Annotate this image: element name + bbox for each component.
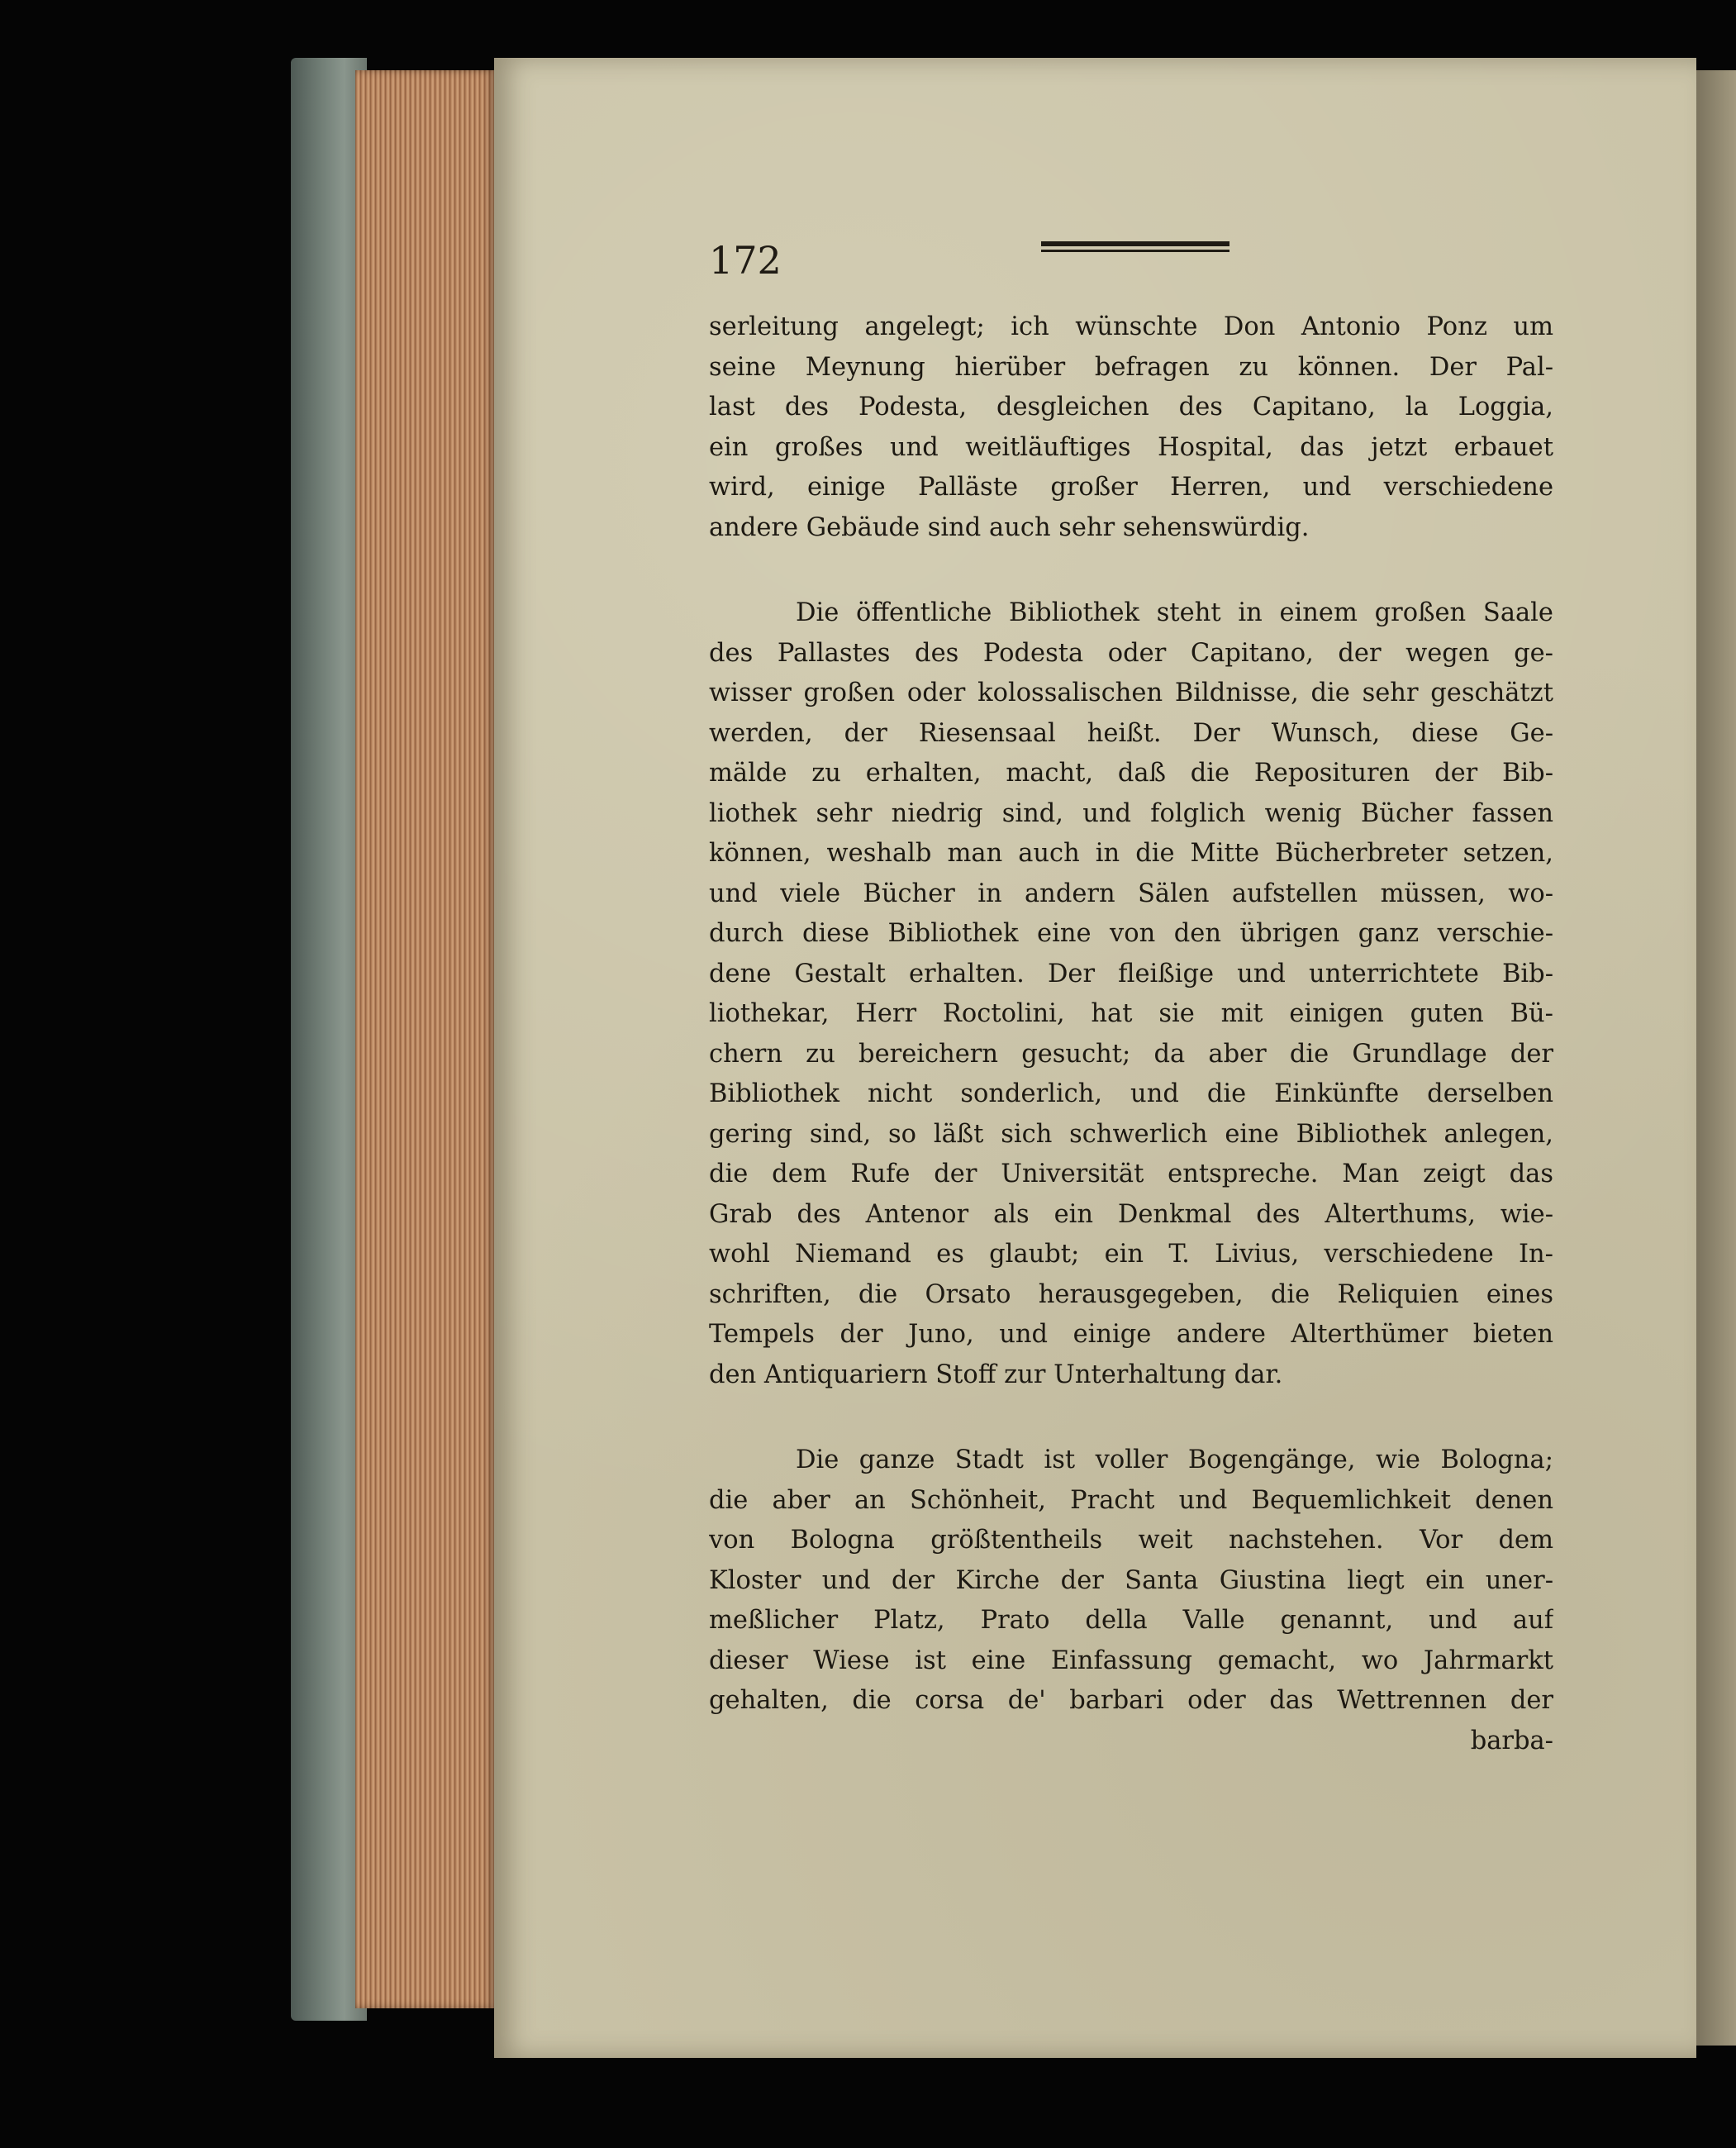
text-line: meßlicher Platz, Prato della Valle genannt, und auf <box>709 1606 1553 1635</box>
text-line: Grab des Antenor als ein Denkmal des Alterthums, wie- <box>709 1199 1553 1229</box>
text-line: Tempels der Juno, und einige andere Alterthümer bieten <box>709 1320 1553 1349</box>
text-line: Die ganze Stadt ist voller Bogengänge, wie Bologna; <box>796 1445 1553 1474</box>
text-line: Kloster und der Kirche der Santa Giustina liegt ein uner- <box>709 1565 1553 1595</box>
text-line: durch diese Bibliothek eine von den übrigen ganz verschie- <box>709 919 1553 948</box>
text-line: last des Podesta, desgleichen des Capitano, la Loggia, <box>709 393 1553 422</box>
text-line: den Antiquariern Stoff zur Unterhaltung dar. <box>709 1360 1283 1389</box>
text-line: des Pallastes des Podesta oder Capitano, der wegen ge- <box>709 638 1553 668</box>
paragraph-gap <box>709 548 1553 593</box>
text-line: dieser Wiese ist eine Einfassung gemacht, wo Jahrmarkt <box>709 1646 1553 1675</box>
text-line: seine Meynung hierüber befragen zu können. Der Pal- <box>709 352 1553 382</box>
text-line: serleitung angelegt; ich wünschte Don Antonio Ponz um <box>709 312 1553 341</box>
text-line: mälde zu erhalten, macht, daß die Reposituren der Bib- <box>709 759 1553 788</box>
text-line: können, weshalb man auch in die Mitte Bücherbreter setzen, <box>709 839 1553 868</box>
text-line: werden, der Riesensaal heißt. Der Wunsch, diese Ge- <box>709 718 1553 748</box>
text-line: liothek sehr niedrig sind, und folglich wenig Bücher fassen <box>709 798 1553 828</box>
text-line: gering sind, so läßt sich schwerlich eine Bibliothek anlegen, <box>709 1119 1553 1149</box>
text-line: schriften, die Orsato herausgegeben, die Reliquien eines <box>709 1279 1553 1309</box>
text-line: ein großes und weitläuftiges Hospital, das jetzt erbauet <box>709 432 1553 462</box>
text-line: die aber an Schönheit, Pracht und Bequemlichkeit denen <box>709 1485 1553 1515</box>
text-line: andere Gebäude sind auch sehr sehenswürdig. <box>709 512 1310 542</box>
text-line: Bibliothek nicht sonderlich, und die Einkünfte derselben <box>709 1079 1553 1108</box>
paragraph-gap <box>709 1395 1553 1441</box>
text-line: wird, einige Palläste großer Herren, und verschiedene <box>709 473 1553 502</box>
text-line: liothekar, Herr Roctolini, hat sie mit einigen guten Bü- <box>709 999 1553 1028</box>
text-line: dene Gestalt erhalten. Der fleißige und unterrichtete Bib- <box>709 959 1553 988</box>
page-text <box>709 307 1553 1761</box>
text-line: wisser großen oder kolossalischen Bildnisse, die sehr geschätzt <box>709 679 1553 707</box>
text-line: chern zu bereichern gesucht; da aber die Grundlage der <box>709 1039 1553 1069</box>
header-rule <box>1041 241 1229 252</box>
text-line: wohl Niemand es glaubt; ein T. Livius, verschiedene In- <box>709 1240 1553 1269</box>
text-line: Die öffentliche Bibliothek steht in einem großen Saale <box>796 598 1553 627</box>
page-edges <box>355 70 496 2008</box>
text-line: von Bologna größtentheils weit nachstehen. Vor dem <box>709 1526 1553 1555</box>
facing-page-edge <box>1696 70 1736 2046</box>
page-number: 172 <box>709 238 782 283</box>
text-line: und viele Bücher in andern Sälen aufstellen müssen, wo- <box>709 879 1553 908</box>
text-line: die dem Rufe der Universität entspreche. Man zeigt das <box>709 1160 1553 1188</box>
text-line: gehalten, die corsa de' barbari oder das Wettrennen der <box>709 1686 1553 1715</box>
catchword: barba- <box>1470 1726 1553 1755</box>
